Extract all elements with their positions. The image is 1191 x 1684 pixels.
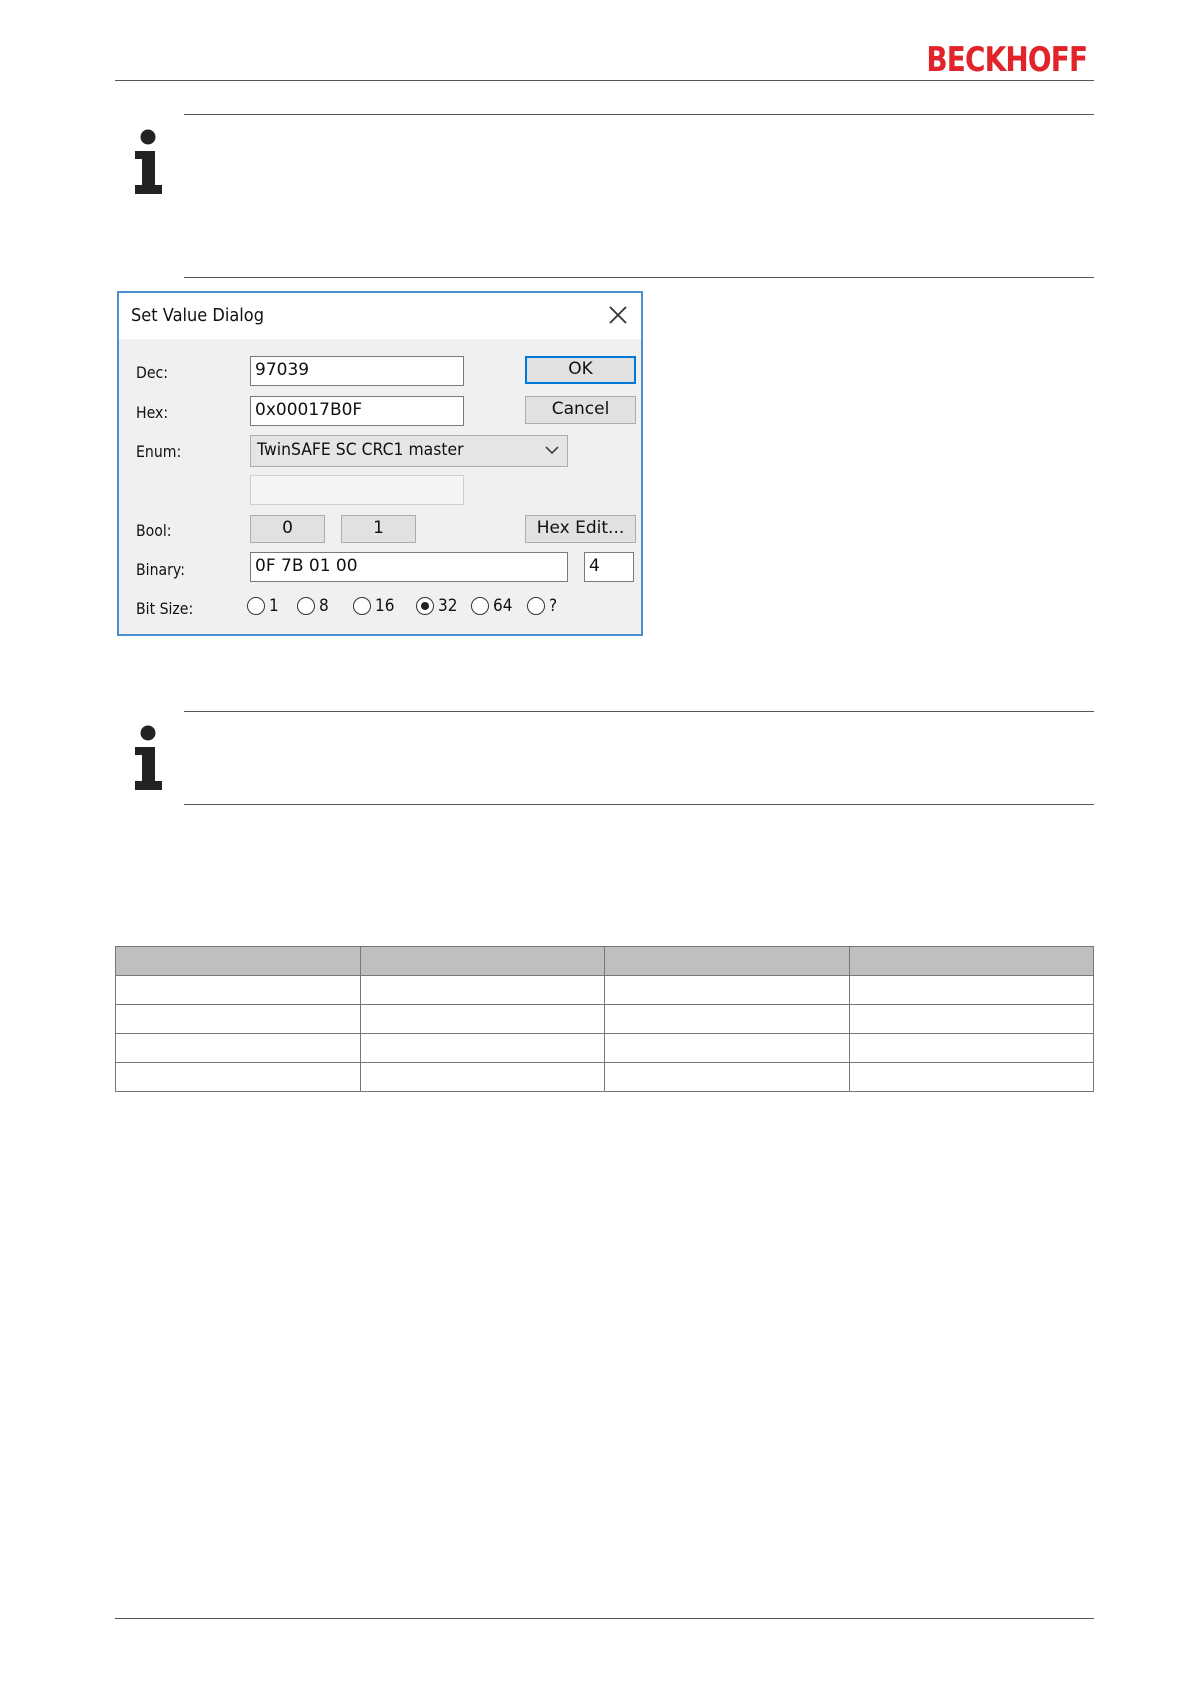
table-header-cell [116, 947, 361, 976]
hex-edit-button[interactable]: Hex Edit... [525, 515, 636, 543]
table-header-row [116, 947, 1094, 976]
table-cell [360, 1034, 605, 1063]
table-cell [116, 976, 361, 1005]
radio-label: 1 [269, 596, 279, 616]
info-icon [130, 724, 170, 794]
radio-label: ? [549, 596, 558, 616]
table-cell [605, 1034, 850, 1063]
note-top-rule [184, 711, 1094, 712]
binary-input[interactable]: 0F 7B 01 00 [250, 552, 568, 582]
dialog-titlebar [119, 293, 641, 339]
table-cell [849, 1034, 1094, 1063]
radio-circle-selected [416, 597, 434, 615]
radio-label: 8 [319, 596, 329, 616]
radio-label: 32 [438, 596, 458, 616]
table-cell [849, 976, 1094, 1005]
note-top-rule [184, 114, 1094, 115]
radio-circle [297, 597, 315, 615]
radio-circle [527, 597, 545, 615]
radio-circle [247, 597, 265, 615]
bool-label: Bool: [136, 521, 172, 540]
table-header-cell [605, 947, 850, 976]
table-cell [116, 1005, 361, 1034]
dec-input[interactable]: 97039 [250, 356, 464, 386]
binary-label: Binary: [136, 560, 185, 579]
close-icon[interactable] [607, 304, 629, 326]
data-table [115, 946, 1094, 1092]
header-rule [115, 80, 1094, 81]
radio-circle [353, 597, 371, 615]
enum-selected-value: TwinSAFE SC CRC1 master [257, 440, 464, 460]
table-cell [849, 1005, 1094, 1034]
bit-size-label: Bit Size: [136, 599, 194, 618]
table-cell [605, 1005, 850, 1034]
table-header-cell [360, 947, 605, 976]
extra-input-disabled [250, 475, 464, 505]
table-cell [360, 976, 605, 1005]
table-cell [849, 1063, 1094, 1092]
table-cell [116, 1034, 361, 1063]
hex-label: Hex: [136, 403, 169, 422]
table-row [116, 1005, 1094, 1034]
ok-button[interactable]: OK [525, 356, 636, 384]
byte-count-input[interactable]: 4 [584, 552, 634, 582]
table-cell [605, 976, 850, 1005]
note-bottom-rule [184, 277, 1094, 278]
table-row [116, 1034, 1094, 1063]
hex-input[interactable]: 0x00017B0F [250, 396, 464, 426]
bool-1-button[interactable]: 1 [341, 515, 416, 543]
table-row [116, 1063, 1094, 1092]
radio-circle [471, 597, 489, 615]
bool-0-button[interactable]: 0 [250, 515, 325, 543]
chevron-down-icon [545, 445, 559, 455]
table-header-cell [849, 947, 1094, 976]
enum-label: Enum: [136, 442, 182, 461]
dialog-title: Set Value Dialog [131, 305, 264, 326]
table-row [116, 976, 1094, 1005]
info-icon [130, 128, 170, 198]
brand-logo: BECKHOFF [926, 40, 1087, 80]
table-cell [360, 1005, 605, 1034]
set-value-dialog [117, 291, 643, 636]
cancel-button[interactable]: Cancel [525, 396, 636, 424]
radio-label: 16 [375, 596, 395, 616]
dec-label: Dec: [136, 363, 168, 382]
table-cell [605, 1063, 850, 1092]
footer-rule [115, 1618, 1094, 1619]
table-cell [360, 1063, 605, 1092]
radio-label: 64 [493, 596, 513, 616]
table-cell [116, 1063, 361, 1092]
note-bottom-rule [184, 804, 1094, 805]
enum-select[interactable] [250, 435, 568, 467]
